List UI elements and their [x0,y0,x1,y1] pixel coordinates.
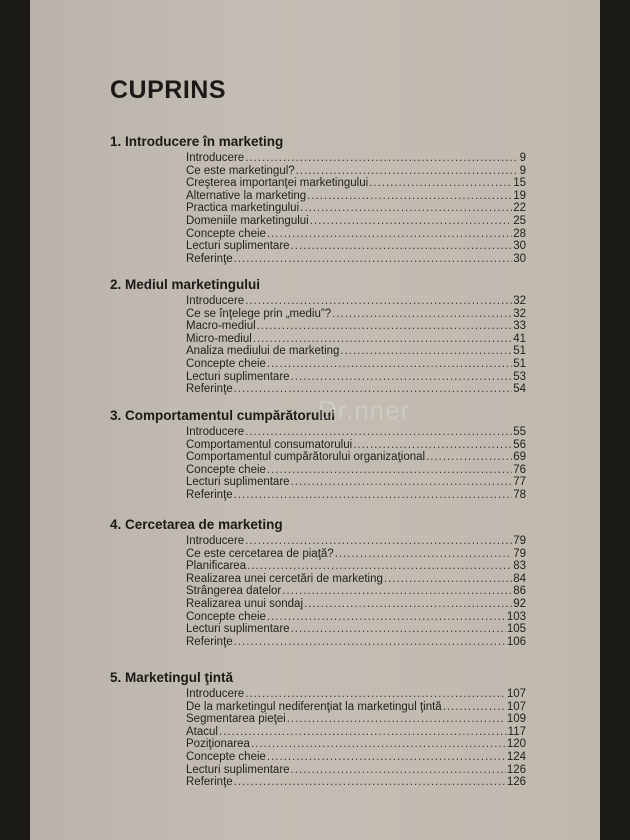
dot-leader [291,476,513,489]
toc-entry-page-number: 79 [513,547,526,560]
toc-entry-page-number: 107 [506,688,526,700]
toc-entry-page-number: 126 [506,776,526,789]
toc-entry [186,333,526,346]
toc-entry-label: Alternative la marketing [186,189,307,202]
dot-leader [267,464,512,477]
dot-leader [291,240,513,253]
watermark-text: Dr.nner [318,395,411,425]
dot-leader [253,333,512,346]
toc-entry [186,371,526,384]
dot-leader [245,535,512,548]
toc-entry [186,295,526,308]
toc-entry-page-number: 79 [513,535,526,547]
toc-entry-page-number: 77 [513,476,526,489]
toc-entry-label: Referinţe [186,488,233,501]
dot-leader [296,165,519,178]
toc-entry [186,560,526,573]
toc-entry-label: Ce este marketingul? [186,164,295,177]
toc-entry [186,152,526,165]
toc-entry [186,764,526,777]
chapter-entries [186,426,526,502]
chapter-entries [186,688,526,789]
toc-entry-page-number: 84 [513,572,526,585]
chapter-title: 2. Mediul marketingului [110,277,261,292]
dot-leader [335,548,513,561]
toc-entry-label: Lecturi suplimentare [186,240,290,253]
toc-entry-label: Concepte cheie [186,610,266,623]
chapter-title: 1. Introducere în marketing [110,134,284,149]
toc-entry-page-number: 103 [506,610,526,623]
toc-entry [186,345,526,358]
toc-entry-page-number: 109 [506,713,526,726]
toc-entry [186,426,526,439]
toc-entry-label: Lecturi suplimentare [186,370,290,383]
dot-leader [245,688,506,701]
toc-entry-label: Macro-mediul [186,320,256,333]
toc-entry [186,548,526,561]
dot-leader [267,611,506,624]
dot-leader [426,451,512,464]
toc-entry-page-number: 32 [513,295,526,307]
toc-entry-page-number: 54 [513,383,526,396]
dot-leader [304,598,512,611]
toc-entry-label: Micro-mediul [186,332,252,345]
toc-entry-page-number: 25 [513,214,526,227]
dot-leader [251,738,506,751]
toc-entry-label: Realizarea unei cercetări de marketing [186,572,383,585]
toc-entry [186,713,526,726]
toc-entry-page-number: 92 [513,597,526,610]
toc-entry-page-number: 69 [513,451,526,464]
toc-entry-page-number: 107 [506,700,526,713]
dot-leader [291,371,513,384]
dot-leader [307,190,512,203]
page-title: CUPRINS [110,76,227,104]
toc-entry [186,464,526,477]
toc-entry-label: Introducere [186,688,245,700]
toc-entry-label: Strângerea datelor [186,585,282,598]
toc-entry-label: Concepte cheie [186,357,266,370]
toc-entry [186,439,526,452]
toc-entry-label: Lecturi suplimentare [186,476,290,489]
toc-entry-label: Segmentarea pieţei [186,713,286,726]
toc-entry-label: Comportamentul cumpărătorului organizaţional [186,451,426,464]
toc-entry-label: Ce se înţelege prin „mediu”? [186,307,332,320]
chapter-1 [110,132,570,265]
dot-leader [234,776,506,789]
chapter-2 [110,275,570,396]
dot-leader [340,345,512,358]
toc-entry [186,585,526,598]
toc-entry-page-number: 30 [513,252,526,265]
dot-leader [287,713,506,726]
toc-entry [186,451,526,464]
dot-leader [291,764,506,777]
toc-entry-label: Practica marketingului [186,202,300,215]
toc-entry-page-number: 30 [513,240,526,253]
chapter-entries [186,152,526,265]
dot-leader [291,623,506,636]
toc-entry-label: Concepte cheie [186,750,266,763]
dot-leader [234,636,506,649]
toc-entry-label: Concepte cheie [186,463,266,476]
toc-entry [186,726,526,739]
toc-entry-page-number: 124 [506,750,526,763]
toc-entry [186,573,526,586]
toc-entry-label: Poziţionarea [186,738,250,751]
toc-entry-page-number: 117 [507,725,526,738]
dot-leader [257,320,513,333]
toc-entry-page-number: 53 [513,370,526,383]
toc-entry-label: Domeniile marketingului [186,214,309,227]
toc-entry [186,489,526,502]
dot-leader [267,751,506,764]
book-page [30,0,600,840]
dot-leader [245,426,512,439]
toc-entry-page-number: 22 [513,202,526,215]
toc-entry-page-number: 56 [513,438,526,451]
toc-entry [186,202,526,215]
toc-entry-page-number: 83 [513,560,526,573]
toc-entry-label: Lecturi suplimentare [186,623,290,636]
chapter-entries [186,295,526,396]
chapter-entries [186,535,526,648]
toc-entry [186,598,526,611]
toc-entry-label: Lecturi suplimentare [186,763,290,776]
dot-leader [310,215,512,228]
toc-entry [186,535,526,548]
toc-entry [186,636,526,649]
toc-entry-label: Concepte cheie [186,227,266,240]
toc-entry-label: Analiza mediului de marketing [186,345,340,358]
toc-entry [186,177,526,190]
dot-leader [245,152,518,165]
toc-entry-page-number: 41 [513,332,526,345]
toc-entry [186,738,526,751]
toc-entry-page-number: 120 [506,738,526,751]
toc-entry-page-number: 126 [506,763,526,776]
toc-entry-label: Referinţe [186,635,233,648]
chapter-4 [110,515,570,648]
toc-entry-label: Realizarea unui sondaj [186,597,303,610]
toc-entry [186,165,526,178]
toc-entry [186,751,526,764]
dot-leader [282,585,512,598]
toc-entry [186,215,526,228]
toc-entry-label: Planificarea [186,560,247,573]
toc-entry [186,240,526,253]
toc-entry-page-number: 105 [506,623,526,636]
dot-leader [332,308,512,321]
toc-entry-page-number: 51 [513,357,526,370]
toc-entry [186,688,526,701]
toc-entry-page-number: 9 [519,164,526,177]
dot-leader [234,253,513,266]
toc-entry-label: Introducere [186,535,245,547]
dot-leader [369,177,512,190]
toc-entry [186,190,526,203]
toc-entry-page-number: 19 [513,189,526,202]
toc-entry-label: Ce este cercetarea de piaţă? [186,547,334,560]
dot-leader [234,383,513,396]
dot-leader [300,202,512,215]
toc-entry-label: Comportamentul consumatorului [186,438,353,451]
toc-entry [186,776,526,789]
toc-entry-label: Atacul [186,725,218,738]
chapter-5 [110,668,570,789]
toc-entry [186,320,526,333]
toc-entry-page-number: 28 [513,227,526,240]
chapter-title: 3. Comportamentul cumpărătorului [110,408,336,423]
toc-entry [186,611,526,624]
dot-leader [353,439,512,452]
toc-entry [186,701,526,714]
toc-entry-page-number: 76 [513,463,526,476]
toc-entry-label: Referinţe [186,776,233,789]
toc-entry-page-number: 15 [513,177,526,190]
toc-entry-label: Introducere [186,295,245,307]
dot-leader [267,228,512,241]
dot-leader [219,726,507,739]
dot-leader [267,358,512,371]
toc-entry-page-number: 106 [506,635,526,648]
toc-entry [186,383,526,396]
toc-entry-label: Creşterea importanţei marketingului [186,177,369,190]
toc-entry-page-number: 9 [519,152,526,164]
toc-entry [186,358,526,371]
toc-entry [186,623,526,636]
toc-entry-page-number: 86 [513,585,526,598]
toc-entry-page-number: 55 [513,426,526,438]
toc-entry-label: Introducere [186,426,245,438]
toc-entry-page-number: 32 [513,307,526,320]
toc-entry-page-number: 33 [513,320,526,333]
toc-entry-label: De la marketingul nediferenţiat la marketingul ţintă [186,700,442,713]
toc-entry-label: Referinţe [186,252,233,265]
toc-entry-page-number: 51 [513,345,526,358]
chapter-title: 4. Cercetarea de marketing [110,517,283,532]
toc-entry [186,228,526,241]
dot-leader [443,701,506,714]
dot-leader [247,560,512,573]
toc-entry [186,308,526,321]
dot-leader [245,295,512,308]
toc-entry-label: Introducere [186,152,245,164]
dot-leader [384,573,512,586]
toc-entry [186,253,526,266]
toc-entry [186,476,526,489]
toc-entry-label: Referinţe [186,383,233,396]
toc-entry-page-number: 78 [513,488,526,501]
dot-leader [234,489,513,502]
chapter-title: 5. Marketingul ţintă [110,670,234,685]
